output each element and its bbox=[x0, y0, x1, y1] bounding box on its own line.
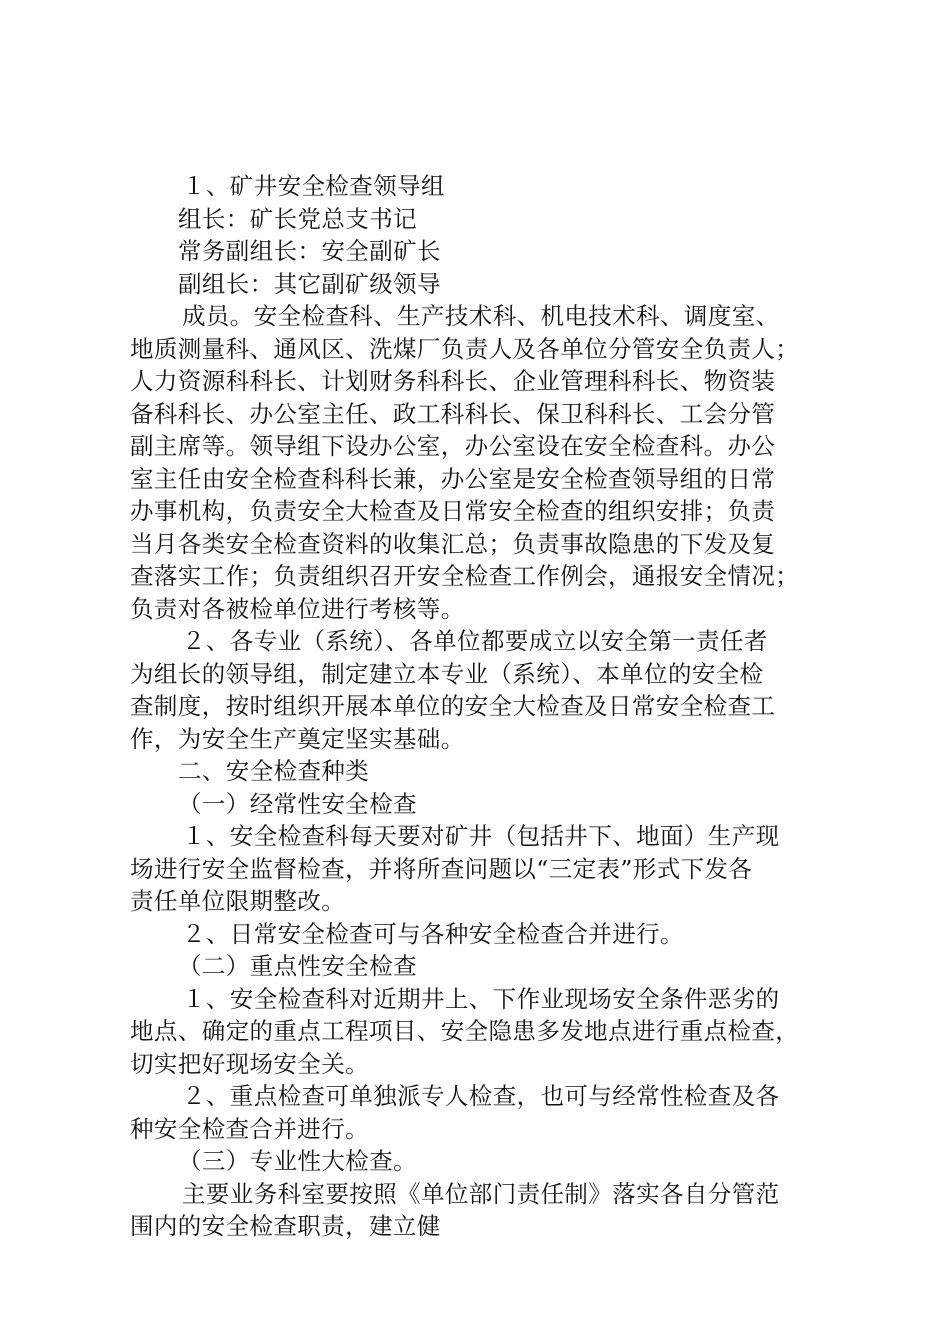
document-line: １、矿井安全检查领导组 bbox=[182, 172, 445, 200]
document-line: 人力资源科科长、计划财务科科长、企业管理科科长、物资装 bbox=[130, 367, 776, 395]
document-line: （一）经常性安全检查 bbox=[178, 789, 417, 818]
document-line: 地质测量科、通风区、洗煤厂负责人及各单位分管安全负责人； bbox=[130, 334, 800, 363]
document-line: １、安全检查科对近期井上、下作业现场安全条件恶劣的 bbox=[182, 984, 780, 1013]
document-line: 备科科长、办公室主任、政工科科长、保卫科科长、工会分管 bbox=[130, 399, 776, 428]
document-line: 查落实工作；负责组织召开安全检查工作例会，通报安全情况； bbox=[130, 562, 800, 590]
document-line: 办事机构，负责安全大检查及日常安全检查的组织安排；负责 bbox=[130, 497, 776, 525]
document-line: 地点、确定的重点工程项目、安全隐患多发地点进行重点检查， bbox=[130, 1017, 800, 1045]
document-line: 副组长：其它副矿级领导 bbox=[178, 269, 441, 298]
document-line: 围内的安全检查职责，建立健 bbox=[130, 1212, 441, 1240]
document-line: ２、日常安全检查可与各种安全检查合并进行。 bbox=[182, 919, 684, 948]
document-line: 二、安全检查种类 bbox=[178, 757, 370, 785]
document-line: 种安全检查合并进行。 bbox=[130, 1114, 369, 1143]
document-line: 当月各类安全检查资料的收集汇总；负责事故隐患的下发及复 bbox=[130, 529, 776, 558]
document-line: （二）重点性安全检查 bbox=[178, 952, 417, 980]
document-line: 切实把好现场安全关。 bbox=[130, 1049, 369, 1078]
document-line: 成员。安全检查科、生产技术科、机电技术科、调度室、 bbox=[182, 302, 780, 330]
document-body bbox=[130, 170, 830, 1243]
document-line: 室主任由安全检查科科长兼，办公室是安全检查领导组的日常 bbox=[130, 464, 776, 493]
document-line: 查制度，按时组织开展本单位的安全大检查及日常安全检查工 bbox=[130, 692, 776, 720]
document-line: 作，为安全生产奠定坚实基础。 bbox=[130, 724, 465, 753]
document-line: 组长：矿长党总支书记 bbox=[178, 204, 417, 233]
document-line: 责任单位限期整改。 bbox=[130, 887, 346, 915]
document-line: 为组长的领导组，制定建立本专业（系统）、本单位的安全检 bbox=[130, 659, 764, 688]
document-line: 场进行安全监督检查，并将所查问题以“三定表”形式下发各 bbox=[130, 854, 753, 883]
document-line: （三）专业性大检查。 bbox=[178, 1147, 417, 1175]
document-line: 主要业务科室要按照《单位部门责任制》落实各自分管范 bbox=[182, 1179, 780, 1208]
document-line: 负责对各被检单位进行考核等。 bbox=[130, 594, 465, 623]
document-line: 副主席等。领导组下设办公室，办公室设在安全检查科。办公 bbox=[130, 432, 776, 460]
document-line: ２、各专业（系统）、各单位都要成立以安全第一责任者 bbox=[182, 627, 768, 655]
document-line: １、安全检查科每天要对矿井（包括井下、地面）生产现 bbox=[182, 822, 780, 850]
document-line: 常务副组长：安全副矿长 bbox=[178, 237, 441, 265]
document-line: ２、重点检查可单独派专人检查，也可与经常性检查及各 bbox=[182, 1082, 780, 1110]
